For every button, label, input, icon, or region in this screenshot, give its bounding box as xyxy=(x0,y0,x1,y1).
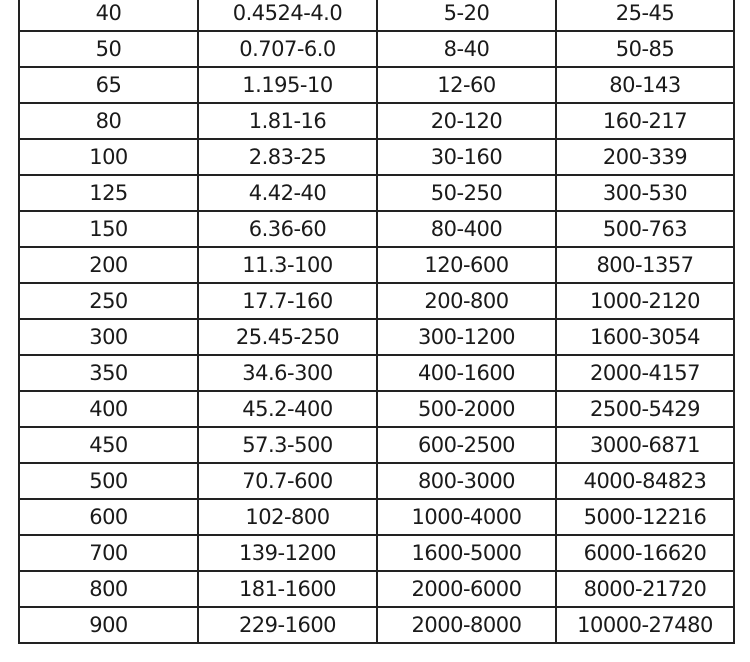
table-cell: 6000-16620 xyxy=(556,535,734,571)
table-cell: 500-2000 xyxy=(377,391,556,427)
table-row xyxy=(19,607,734,643)
table-row xyxy=(19,535,734,571)
table-row xyxy=(19,319,734,355)
table-cell: 300 xyxy=(19,319,198,355)
table-cell: 0.707-6.0 xyxy=(198,31,377,67)
table-cell: 10000-27480 xyxy=(556,607,734,643)
table-cell: 1000-4000 xyxy=(377,499,556,535)
table-cell: 50-85 xyxy=(556,31,734,67)
table-cell: 8-40 xyxy=(377,31,556,67)
table-cell: 70.7-600 xyxy=(198,463,377,499)
table-cell: 1600-3054 xyxy=(556,319,734,355)
table-cell: 2000-8000 xyxy=(377,607,556,643)
table-cell: 5-20 xyxy=(377,0,556,31)
spec-table xyxy=(18,0,735,644)
table-cell: 11.3-100 xyxy=(198,247,377,283)
table-cell: 800-3000 xyxy=(377,463,556,499)
table-cell: 400-1600 xyxy=(377,355,556,391)
table-row xyxy=(19,463,734,499)
table-cell: 80-400 xyxy=(377,211,556,247)
table-cell: 5000-12216 xyxy=(556,499,734,535)
table-cell: 200 xyxy=(19,247,198,283)
table-cell: 4000-84823 xyxy=(556,463,734,499)
table-cell: 40 xyxy=(19,0,198,31)
table-cell: 25-45 xyxy=(556,0,734,31)
table-row xyxy=(19,103,734,139)
table-cell: 250 xyxy=(19,283,198,319)
table-container xyxy=(18,0,733,644)
table-cell: 200-339 xyxy=(556,139,734,175)
table-cell: 57.3-500 xyxy=(198,427,377,463)
table-cell: 65 xyxy=(19,67,198,103)
table-row xyxy=(19,355,734,391)
table-cell: 0.4524-4.0 xyxy=(198,0,377,31)
table-body xyxy=(19,0,734,643)
table-row xyxy=(19,571,734,607)
table-cell: 150 xyxy=(19,211,198,247)
table-cell: 25.45-250 xyxy=(198,319,377,355)
table-cell: 2.83-25 xyxy=(198,139,377,175)
table-row xyxy=(19,139,734,175)
table-cell: 300-530 xyxy=(556,175,734,211)
table-cell: 8000-21720 xyxy=(556,571,734,607)
table-cell: 700 xyxy=(19,535,198,571)
table-cell: 1000-2120 xyxy=(556,283,734,319)
table-cell: 400 xyxy=(19,391,198,427)
table-cell: 139-1200 xyxy=(198,535,377,571)
table-cell: 1600-5000 xyxy=(377,535,556,571)
table-row xyxy=(19,499,734,535)
table-cell: 20-120 xyxy=(377,103,556,139)
table-row xyxy=(19,427,734,463)
table-cell: 300-1200 xyxy=(377,319,556,355)
table-cell: 50-250 xyxy=(377,175,556,211)
table-cell: 102-800 xyxy=(198,499,377,535)
table-cell: 4.42-40 xyxy=(198,175,377,211)
table-cell: 600-2500 xyxy=(377,427,556,463)
table-cell: 45.2-400 xyxy=(198,391,377,427)
table-cell: 181-1600 xyxy=(198,571,377,607)
table-cell: 229-1600 xyxy=(198,607,377,643)
table-cell: 500 xyxy=(19,463,198,499)
table-cell: 1.195-10 xyxy=(198,67,377,103)
table-cell: 350 xyxy=(19,355,198,391)
table-row xyxy=(19,175,734,211)
table-cell: 80 xyxy=(19,103,198,139)
table-cell: 600 xyxy=(19,499,198,535)
table-cell: 160-217 xyxy=(556,103,734,139)
table-row xyxy=(19,0,734,31)
table-row xyxy=(19,247,734,283)
table-cell: 100 xyxy=(19,139,198,175)
table-cell: 125 xyxy=(19,175,198,211)
table-cell: 30-160 xyxy=(377,139,556,175)
table-row xyxy=(19,211,734,247)
table-cell: 200-800 xyxy=(377,283,556,319)
table-cell: 2500-5429 xyxy=(556,391,734,427)
table-cell: 800 xyxy=(19,571,198,607)
table-row xyxy=(19,67,734,103)
table-row xyxy=(19,31,734,67)
table-cell: 500-763 xyxy=(556,211,734,247)
table-cell: 900 xyxy=(19,607,198,643)
table-cell: 1.81-16 xyxy=(198,103,377,139)
table-cell: 450 xyxy=(19,427,198,463)
table-cell: 2000-4157 xyxy=(556,355,734,391)
table-cell: 80-143 xyxy=(556,67,734,103)
table-row xyxy=(19,391,734,427)
table-cell: 2000-6000 xyxy=(377,571,556,607)
table-cell: 800-1357 xyxy=(556,247,734,283)
table-cell: 3000-6871 xyxy=(556,427,734,463)
table-cell: 34.6-300 xyxy=(198,355,377,391)
table-row xyxy=(19,283,734,319)
table-cell: 50 xyxy=(19,31,198,67)
table-cell: 12-60 xyxy=(377,67,556,103)
table-cell: 120-600 xyxy=(377,247,556,283)
table-cell: 17.7-160 xyxy=(198,283,377,319)
table-cell: 6.36-60 xyxy=(198,211,377,247)
